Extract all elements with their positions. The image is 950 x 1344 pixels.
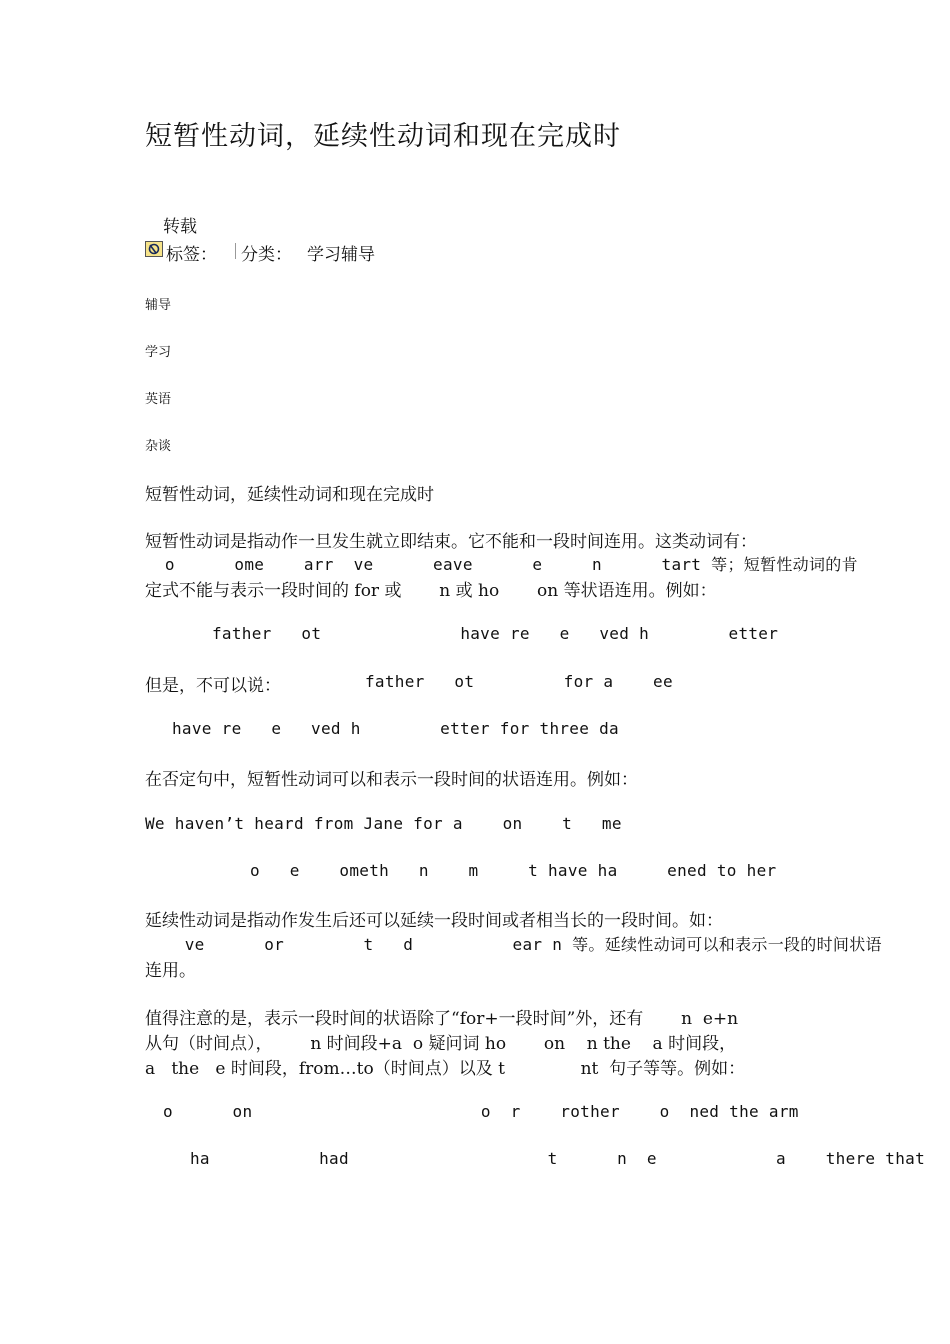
tag-label: 标签： [166, 245, 217, 265]
paragraph-line: 连用。 [145, 961, 196, 981]
paragraph-line: 定式不能与表示一段时间的 for 或 n 或 ho on 等状语连用。例如： [145, 581, 717, 601]
paragraph-line: o ome arr ve eave e n tart 等；短暂性动词的肯 [145, 555, 858, 574]
repost-label: 转载 [163, 217, 197, 237]
page-title: 短暂性动词，延续性动词和现在完成时 [145, 121, 621, 152]
paragraph-line: 从句（时间点）， n 时间段+a o 疑问词 ho on n the a 时间段， [145, 1034, 737, 1054]
example-sentence: o e ometh n m t have ha ened to her [250, 861, 777, 880]
divider [235, 243, 236, 259]
paragraph-line: a the e 时间段，from…to（时间点）以及 t nt 句子等等。例如： [145, 1059, 746, 1079]
tag-link[interactable]: 英语 [145, 392, 172, 407]
paragraph-line: 值得注意的是，表示一段时间的状语除了“for+一段时间”外，还有 n e+n [145, 1009, 739, 1029]
body-heading: 短暂性动词，延续性动词和现在完成时 [145, 485, 434, 505]
paragraph-line: 延续性动词是指动作发生后还可以延续一段时间或者相当长的一段时间。如： [145, 911, 723, 931]
example-sentence: o on o r rother o ned the arm [163, 1102, 799, 1121]
paragraph-line: ve or t d ear n 等。延续性动词可以和表示一段的时间状语 [145, 935, 882, 954]
paragraph-line: 但是，不可以说： [145, 676, 281, 696]
paragraph-line: 在否定句中，短暂性动词可以和表示一段时间的状语连用。例如： [145, 770, 638, 790]
tag-link[interactable]: 辅导 [145, 298, 172, 313]
tag-icon [145, 241, 163, 257]
example-sentence: father ot have re e ved h etter [212, 624, 779, 643]
paragraph-line: 短暂性动词是指动作一旦发生就立即结束。它不能和一段时间连用。这类动词有： [145, 532, 757, 552]
example-sentence: have re e ved h etter for three da [172, 719, 619, 738]
example-sentence: father ot for a ee [365, 672, 673, 691]
category-label: 分类： [241, 245, 292, 265]
example-sentence: ha had t n e a there that [190, 1149, 926, 1168]
category-link[interactable]: 学习辅导 [307, 245, 375, 265]
tag-link[interactable]: 杂谈 [145, 439, 172, 454]
tag-link[interactable]: 学习 [145, 345, 172, 360]
example-sentence: We haven’t heard from Jane for a on t me [145, 814, 622, 833]
